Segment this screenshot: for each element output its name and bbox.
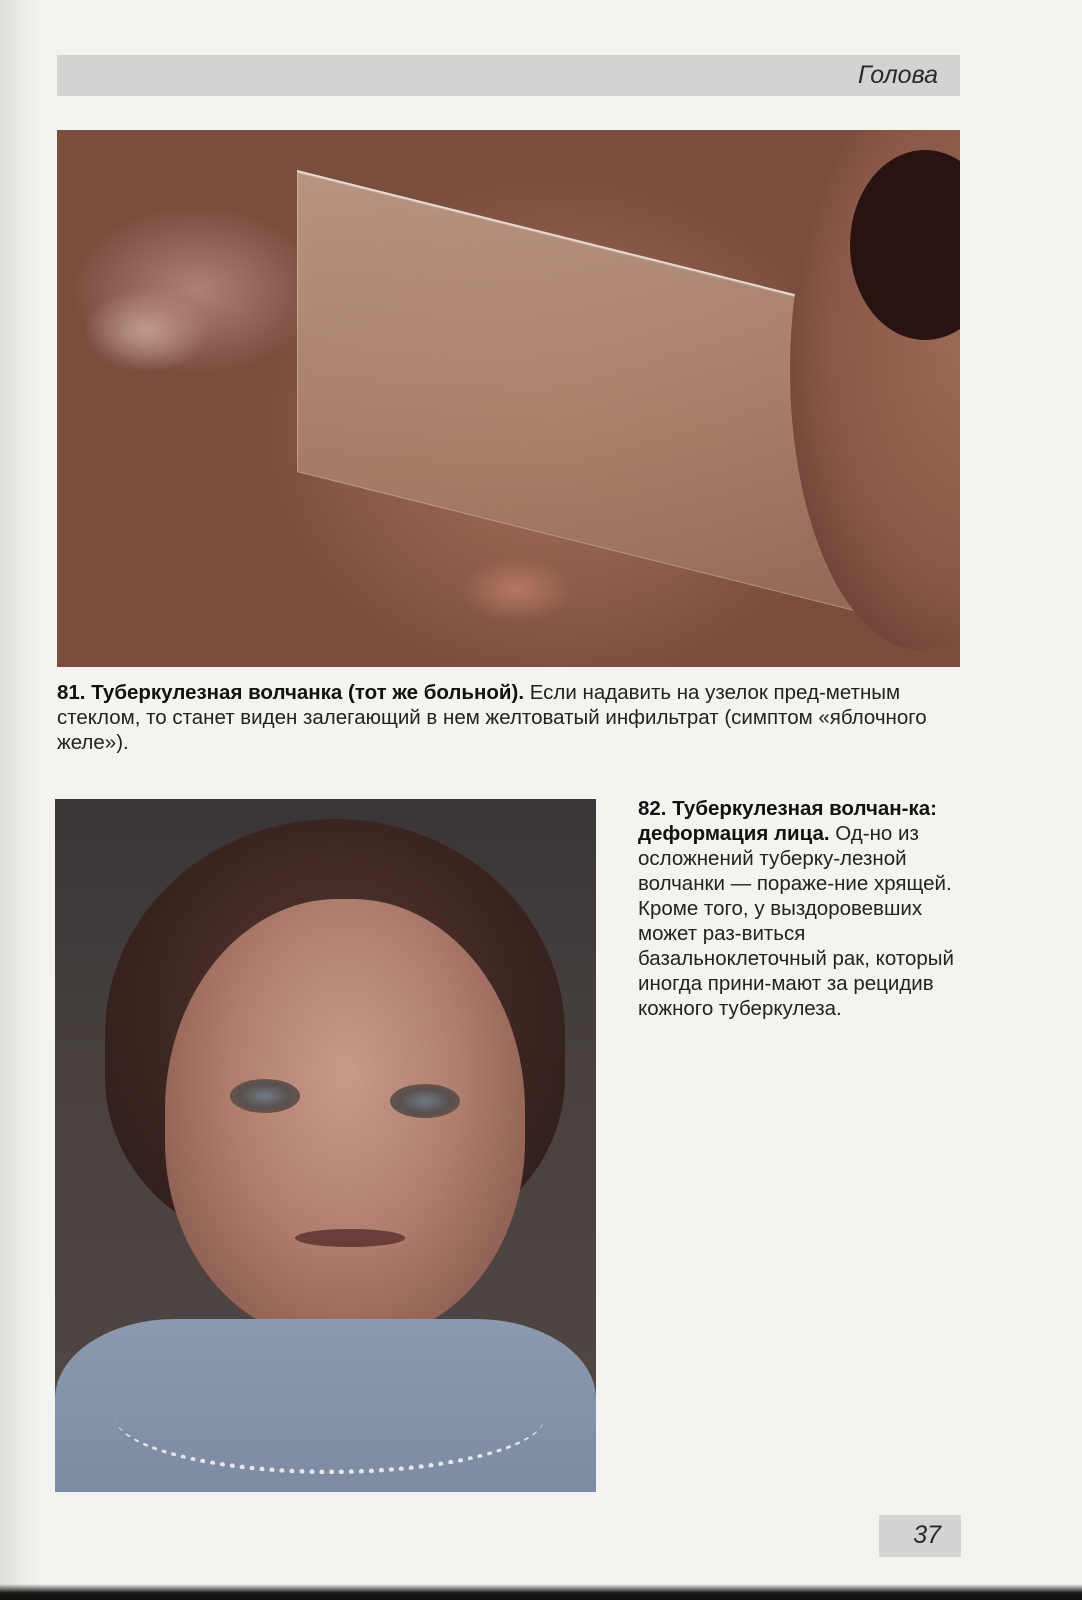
figure-82-title: 82. Туберкулезная волчан-ка: деформация лица.: [638, 797, 937, 845]
figure-81-caption: [57, 680, 937, 755]
figure-81-title: 81. Туберкулезная волчанка (тот же больной).: [57, 681, 525, 704]
figure-81-text: Если надавить на узелок пред-метным стеклом, то станет виден залегающий в нем желтоватый инфильтрат (симптом «яблочного желе»).: [57, 681, 927, 754]
scan-shadow-bottom: [0, 1584, 1082, 1600]
running-header: [57, 55, 960, 96]
page-number-box: [879, 1515, 961, 1557]
portrait-face: [165, 899, 525, 1339]
figure-82-photo: [55, 799, 596, 1492]
portrait-eye-right: [390, 1084, 460, 1118]
figure-82-caption: [638, 796, 963, 1021]
figure-81-photo: [57, 130, 960, 667]
page-number: 37: [913, 1521, 941, 1549]
figure-82-text: Од-но из осложнений туберку-лезной волчанки — пораже-ние хрящей. Кроме того, у выздоровевших может раз-виться базальноклеточный рак, который иногда прини-мают за рецидив кожного туберкулеза.: [638, 822, 954, 1020]
scan-shadow-left: [0, 0, 40, 1600]
portrait-collar: [115, 1359, 545, 1474]
portrait-mouth: [295, 1229, 405, 1247]
section-title: Голова: [858, 61, 938, 89]
portrait-eye-left: [230, 1079, 300, 1113]
